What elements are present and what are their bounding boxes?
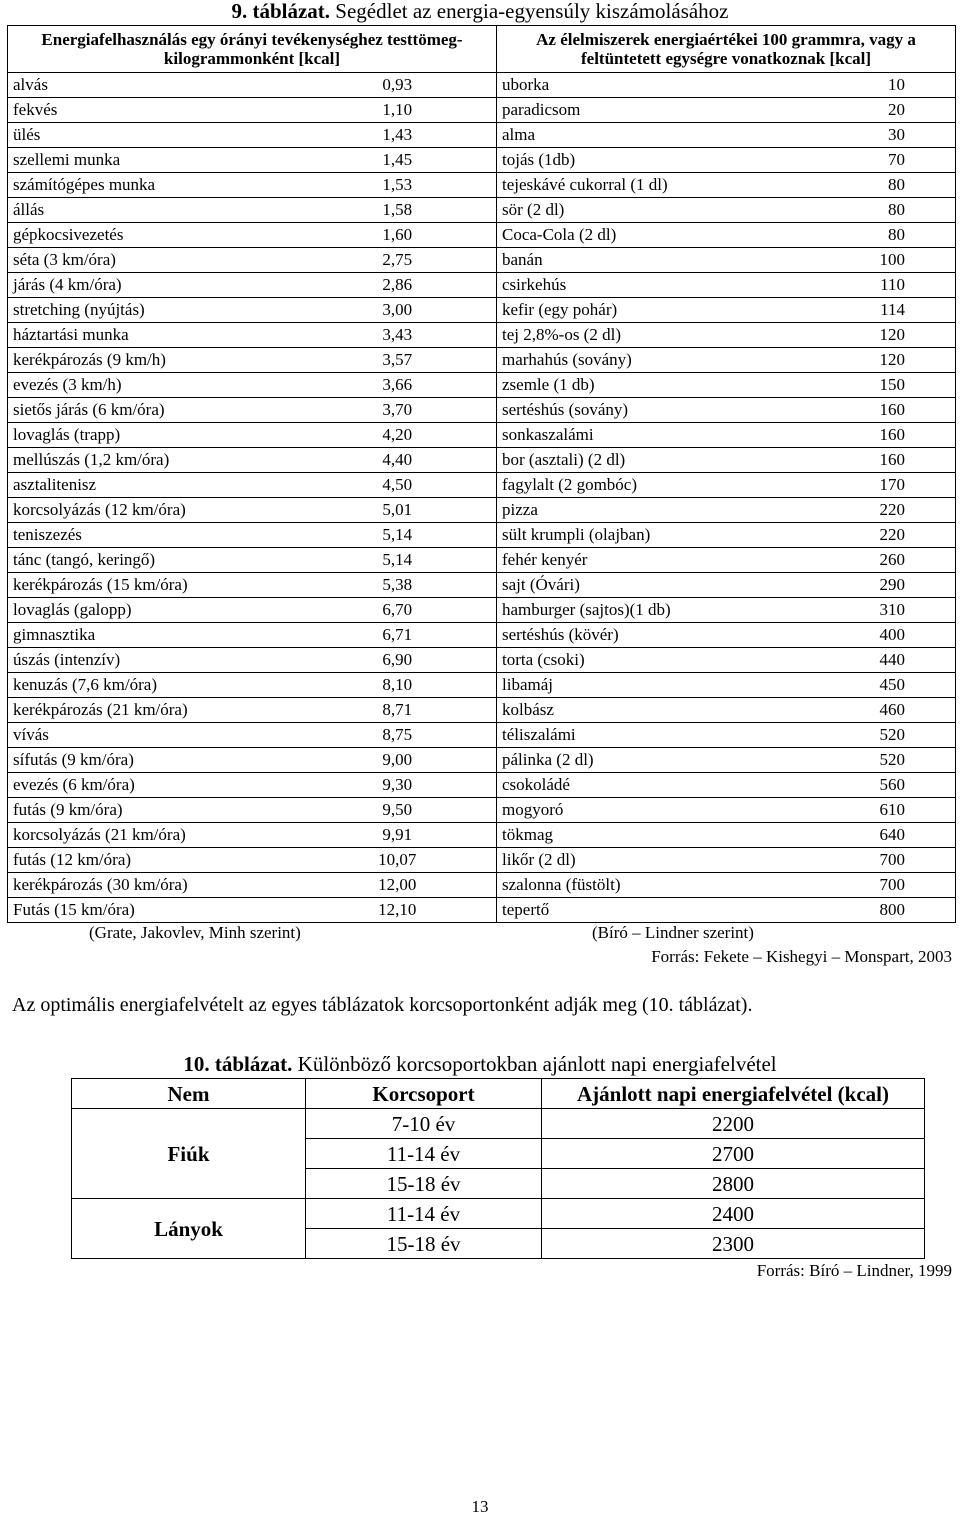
kcal-per-kg-cell: 3,43 bbox=[299, 323, 497, 348]
activity-cell: állás bbox=[8, 198, 299, 223]
food-kcal-cell: 290 bbox=[747, 573, 956, 598]
activity-cell: Futás (15 km/óra) bbox=[8, 898, 299, 923]
food-cell: banán bbox=[497, 248, 747, 273]
table9-title-label: 9. táblázat. bbox=[231, 0, 331, 23]
kcal-per-kg-cell: 5,14 bbox=[299, 523, 497, 548]
food-cell: alma bbox=[497, 123, 747, 148]
activity-cell: számítógépes munka bbox=[8, 173, 299, 198]
header-food-energy: Az élelmiszerek energiaértékei 100 grammra, vagy a feltüntetett egységre vonatkoznak [kcal] bbox=[497, 26, 956, 73]
table-row bbox=[8, 223, 956, 248]
kcal-per-kg-cell: 1,53 bbox=[299, 173, 497, 198]
activity-cell: alvás bbox=[8, 73, 299, 98]
food-cell: mogyoró bbox=[497, 798, 747, 823]
table10-title-label: 10. táblázat. bbox=[183, 1052, 293, 1076]
activity-cell: mellúszás (1,2 km/óra) bbox=[8, 448, 299, 473]
table-row bbox=[8, 323, 956, 348]
kcal-per-kg-cell: 8,71 bbox=[299, 698, 497, 723]
kcal-per-kg-cell: 6,90 bbox=[299, 648, 497, 673]
kcal-per-kg-cell: 1,60 bbox=[299, 223, 497, 248]
table-row bbox=[8, 498, 956, 523]
food-cell: csokoládé bbox=[497, 773, 747, 798]
table-row bbox=[8, 698, 956, 723]
table-row bbox=[8, 98, 956, 123]
table9-title bbox=[0, 0, 960, 22]
food-cell: hamburger (sajtos)(1 db) bbox=[497, 598, 747, 623]
kcal-per-kg-cell: 1,58 bbox=[299, 198, 497, 223]
food-cell: pizza bbox=[497, 498, 747, 523]
food-kcal-cell: 700 bbox=[747, 873, 956, 898]
table-row bbox=[8, 798, 956, 823]
food-kcal-cell: 400 bbox=[747, 623, 956, 648]
food-kcal-cell: 460 bbox=[747, 698, 956, 723]
table-row bbox=[8, 473, 956, 498]
food-cell: sajt (Óvári) bbox=[497, 573, 747, 598]
food-cell: zsemle (1 db) bbox=[497, 373, 747, 398]
activity-cell: kerékpározás (15 km/óra) bbox=[8, 573, 299, 598]
table-row bbox=[8, 173, 956, 198]
kcal-per-kg-cell: 5,14 bbox=[299, 548, 497, 573]
food-kcal-cell: 440 bbox=[747, 648, 956, 673]
food-kcal-cell: 260 bbox=[747, 548, 956, 573]
kcal-per-kg-cell: 0,93 bbox=[299, 73, 497, 98]
activity-cell: úszás (intenzív) bbox=[8, 648, 299, 673]
activity-cell: stretching (nyújtás) bbox=[8, 298, 299, 323]
kcal-per-kg-cell: 1,43 bbox=[299, 123, 497, 148]
kcal-cell: 2700 bbox=[542, 1139, 925, 1169]
table-row bbox=[8, 573, 956, 598]
table-row bbox=[8, 848, 956, 873]
activity-cell: gimnasztika bbox=[8, 623, 299, 648]
activity-cell: sietős járás (6 km/óra) bbox=[8, 398, 299, 423]
age-cell: 11-14 év bbox=[306, 1199, 542, 1229]
food-kcal-cell: 120 bbox=[747, 323, 956, 348]
food-cell: tökmag bbox=[497, 823, 747, 848]
kcal-per-kg-cell: 10,07 bbox=[299, 848, 497, 873]
activity-cell: ülés bbox=[8, 123, 299, 148]
activity-cell: korcsolyázás (21 km/óra) bbox=[8, 823, 299, 848]
food-kcal-cell: 30 bbox=[747, 123, 956, 148]
activity-cell: futás (12 km/óra) bbox=[8, 848, 299, 873]
food-cell: tepertő bbox=[497, 898, 747, 923]
food-cell: csirkehús bbox=[497, 273, 747, 298]
body-paragraph: Az optimális energiafelvételt az egyes táblázatok korcsoportonként adják meg (10. táblázat). bbox=[12, 994, 753, 1016]
activity-cell: járás (4 km/óra) bbox=[8, 273, 299, 298]
food-kcal-cell: 520 bbox=[747, 723, 956, 748]
food-kcal-cell: 450 bbox=[747, 673, 956, 698]
table-row bbox=[8, 523, 956, 548]
header-age-group: Korcsoport bbox=[306, 1079, 542, 1109]
food-kcal-cell: 10 bbox=[747, 73, 956, 98]
kcal-cell: 2800 bbox=[542, 1169, 925, 1199]
food-kcal-cell: 120 bbox=[747, 348, 956, 373]
activity-cell: szellemi munka bbox=[8, 148, 299, 173]
table-row bbox=[72, 1109, 925, 1139]
food-cell: Coca-Cola (2 dl) bbox=[497, 223, 747, 248]
table-row bbox=[8, 348, 956, 373]
food-kcal-cell: 80 bbox=[747, 223, 956, 248]
table-row bbox=[8, 823, 956, 848]
kcal-per-kg-cell: 4,50 bbox=[299, 473, 497, 498]
food-kcal-cell: 70 bbox=[747, 148, 956, 173]
food-cell: kefir (egy pohár) bbox=[497, 298, 747, 323]
table-row bbox=[8, 898, 956, 923]
kcal-per-kg-cell: 12,00 bbox=[299, 873, 497, 898]
food-cell: sertéshús (kövér) bbox=[497, 623, 747, 648]
table-row bbox=[8, 673, 956, 698]
food-kcal-cell: 700 bbox=[747, 848, 956, 873]
table10-header-row bbox=[72, 1079, 925, 1109]
table9-title-text: Segédlet az energia-egyensúly kiszámolásához bbox=[330, 0, 729, 23]
energy-balance-table bbox=[7, 25, 956, 923]
kcal-per-kg-cell: 2,75 bbox=[299, 248, 497, 273]
kcal-per-kg-cell: 3,57 bbox=[299, 348, 497, 373]
table-row bbox=[8, 273, 956, 298]
kcal-per-kg-cell: 9,30 bbox=[299, 773, 497, 798]
table-row bbox=[8, 623, 956, 648]
activity-cell: kerékpározás (30 km/óra) bbox=[8, 873, 299, 898]
age-cell: 15-18 év bbox=[306, 1169, 542, 1199]
group-label-boys: Fiúk bbox=[72, 1109, 306, 1199]
food-cell: fehér kenyér bbox=[497, 548, 747, 573]
kcal-per-kg-cell: 6,71 bbox=[299, 623, 497, 648]
table9-credit-right: (Bíró – Lindner szerint) bbox=[592, 923, 754, 942]
food-cell: uborka bbox=[497, 73, 747, 98]
activity-cell: kenuzás (7,6 km/óra) bbox=[8, 673, 299, 698]
table-row bbox=[8, 198, 956, 223]
table-row bbox=[8, 248, 956, 273]
food-cell: sör (2 dl) bbox=[497, 198, 747, 223]
activity-cell: teniszezés bbox=[8, 523, 299, 548]
kcal-per-kg-cell: 9,91 bbox=[299, 823, 497, 848]
food-kcal-cell: 560 bbox=[747, 773, 956, 798]
food-kcal-cell: 520 bbox=[747, 748, 956, 773]
table-row bbox=[8, 398, 956, 423]
food-kcal-cell: 220 bbox=[747, 523, 956, 548]
activity-cell: séta (3 km/óra) bbox=[8, 248, 299, 273]
kcal-per-kg-cell: 8,10 bbox=[299, 673, 497, 698]
food-kcal-cell: 310 bbox=[747, 598, 956, 623]
food-kcal-cell: 160 bbox=[747, 423, 956, 448]
table-row bbox=[8, 648, 956, 673]
food-kcal-cell: 220 bbox=[747, 498, 956, 523]
food-cell: fagylalt (2 gombóc) bbox=[497, 473, 747, 498]
table-row bbox=[8, 773, 956, 798]
activity-cell: kerékpározás (9 km/h) bbox=[8, 348, 299, 373]
activity-cell: háztartási munka bbox=[8, 323, 299, 348]
table-row bbox=[8, 423, 956, 448]
age-cell: 7-10 év bbox=[306, 1109, 542, 1139]
table-row bbox=[8, 548, 956, 573]
table-row bbox=[8, 123, 956, 148]
kcal-per-kg-cell: 6,70 bbox=[299, 598, 497, 623]
food-kcal-cell: 100 bbox=[747, 248, 956, 273]
recommended-intake-table bbox=[71, 1078, 925, 1259]
kcal-per-kg-cell: 5,38 bbox=[299, 573, 497, 598]
food-cell: pálinka (2 dl) bbox=[497, 748, 747, 773]
table10-title bbox=[0, 1052, 960, 1076]
food-cell: tejeskávé cukorral (1 dl) bbox=[497, 173, 747, 198]
food-kcal-cell: 800 bbox=[747, 898, 956, 923]
kcal-cell: 2400 bbox=[542, 1199, 925, 1229]
food-kcal-cell: 150 bbox=[747, 373, 956, 398]
header-sex: Nem bbox=[72, 1079, 306, 1109]
food-cell: sonkaszalámi bbox=[497, 423, 747, 448]
table-row bbox=[8, 748, 956, 773]
food-kcal-cell: 610 bbox=[747, 798, 956, 823]
activity-cell: asztalitenisz bbox=[8, 473, 299, 498]
activity-cell: fekvés bbox=[8, 98, 299, 123]
food-kcal-cell: 160 bbox=[747, 448, 956, 473]
food-cell: sertéshús (sovány) bbox=[497, 398, 747, 423]
table9-credit-left: (Grate, Jakovlev, Minh szerint) bbox=[89, 923, 301, 942]
activity-cell: lovaglás (galopp) bbox=[8, 598, 299, 623]
page-number: 13 bbox=[471, 1497, 489, 1516]
kcal-per-kg-cell: 12,10 bbox=[299, 898, 497, 923]
food-cell: likőr (2 dl) bbox=[497, 848, 747, 873]
age-cell: 15-18 év bbox=[306, 1229, 542, 1259]
food-cell: sült krumpli (olajban) bbox=[497, 523, 747, 548]
kcal-per-kg-cell: 2,86 bbox=[299, 273, 497, 298]
table10-title-text: Különböző korcsoportokban ajánlott napi energiafelvétel bbox=[292, 1052, 777, 1076]
food-kcal-cell: 170 bbox=[747, 473, 956, 498]
table-row bbox=[8, 298, 956, 323]
food-cell: szalonna (füstölt) bbox=[497, 873, 747, 898]
table10-source: Forrás: Bíró – Lindner, 1999 bbox=[756, 1261, 952, 1280]
kcal-per-kg-cell: 5,01 bbox=[299, 498, 497, 523]
table-row bbox=[8, 373, 956, 398]
activity-cell: sífutás (9 km/óra) bbox=[8, 748, 299, 773]
kcal-per-kg-cell: 9,00 bbox=[299, 748, 497, 773]
kcal-per-kg-cell: 8,75 bbox=[299, 723, 497, 748]
kcal-per-kg-cell: 4,20 bbox=[299, 423, 497, 448]
activity-cell: evezés (6 km/óra) bbox=[8, 773, 299, 798]
table-row bbox=[8, 723, 956, 748]
activity-cell: lovaglás (trapp) bbox=[8, 423, 299, 448]
age-cell: 11-14 év bbox=[306, 1139, 542, 1169]
activity-cell: korcsolyázás (12 km/óra) bbox=[8, 498, 299, 523]
food-kcal-cell: 20 bbox=[747, 98, 956, 123]
kcal-cell: 2200 bbox=[542, 1109, 925, 1139]
kcal-per-kg-cell: 4,40 bbox=[299, 448, 497, 473]
food-kcal-cell: 110 bbox=[747, 273, 956, 298]
food-cell: paradicsom bbox=[497, 98, 747, 123]
food-cell: torta (csoki) bbox=[497, 648, 747, 673]
activity-cell: gépkocsivezetés bbox=[8, 223, 299, 248]
kcal-cell: 2300 bbox=[542, 1229, 925, 1259]
kcal-per-kg-cell: 3,00 bbox=[299, 298, 497, 323]
kcal-per-kg-cell: 9,50 bbox=[299, 798, 497, 823]
header-recommended-kcal: Ajánlott napi energiafelvétel (kcal) bbox=[542, 1079, 925, 1109]
table9-header-row bbox=[8, 26, 956, 73]
food-cell: libamáj bbox=[497, 673, 747, 698]
kcal-per-kg-cell: 1,45 bbox=[299, 148, 497, 173]
food-kcal-cell: 640 bbox=[747, 823, 956, 848]
table9-source: Forrás: Fekete – Kishegyi – Monspart, 2003 bbox=[651, 947, 952, 966]
food-cell: bor (asztali) (2 dl) bbox=[497, 448, 747, 473]
table-row bbox=[8, 148, 956, 173]
activity-cell: tánc (tangó, keringő) bbox=[8, 548, 299, 573]
food-kcal-cell: 80 bbox=[747, 173, 956, 198]
activity-cell: futás (9 km/óra) bbox=[8, 798, 299, 823]
food-kcal-cell: 80 bbox=[747, 198, 956, 223]
table-row bbox=[8, 448, 956, 473]
kcal-per-kg-cell: 3,70 bbox=[299, 398, 497, 423]
food-cell: tojás (1db) bbox=[497, 148, 747, 173]
group-label-girls: Lányok bbox=[72, 1199, 306, 1259]
food-kcal-cell: 114 bbox=[747, 298, 956, 323]
activity-cell: evezés (3 km/h) bbox=[8, 373, 299, 398]
activity-cell: kerékpározás (21 km/óra) bbox=[8, 698, 299, 723]
kcal-per-kg-cell: 3,66 bbox=[299, 373, 497, 398]
activity-cell: vívás bbox=[8, 723, 299, 748]
table-row bbox=[8, 73, 956, 98]
food-cell: tej 2,8%-os (2 dl) bbox=[497, 323, 747, 348]
table-row bbox=[72, 1199, 925, 1229]
header-activity-energy: Energiafelhasználás egy órányi tevékenységhez testtömeg-kilogrammonként [kcal] bbox=[8, 26, 497, 73]
food-cell: kolbász bbox=[497, 698, 747, 723]
food-kcal-cell: 160 bbox=[747, 398, 956, 423]
kcal-per-kg-cell: 1,10 bbox=[299, 98, 497, 123]
table-row bbox=[8, 873, 956, 898]
food-cell: téliszalámi bbox=[497, 723, 747, 748]
food-cell: marhahús (sovány) bbox=[497, 348, 747, 373]
table-row bbox=[8, 598, 956, 623]
